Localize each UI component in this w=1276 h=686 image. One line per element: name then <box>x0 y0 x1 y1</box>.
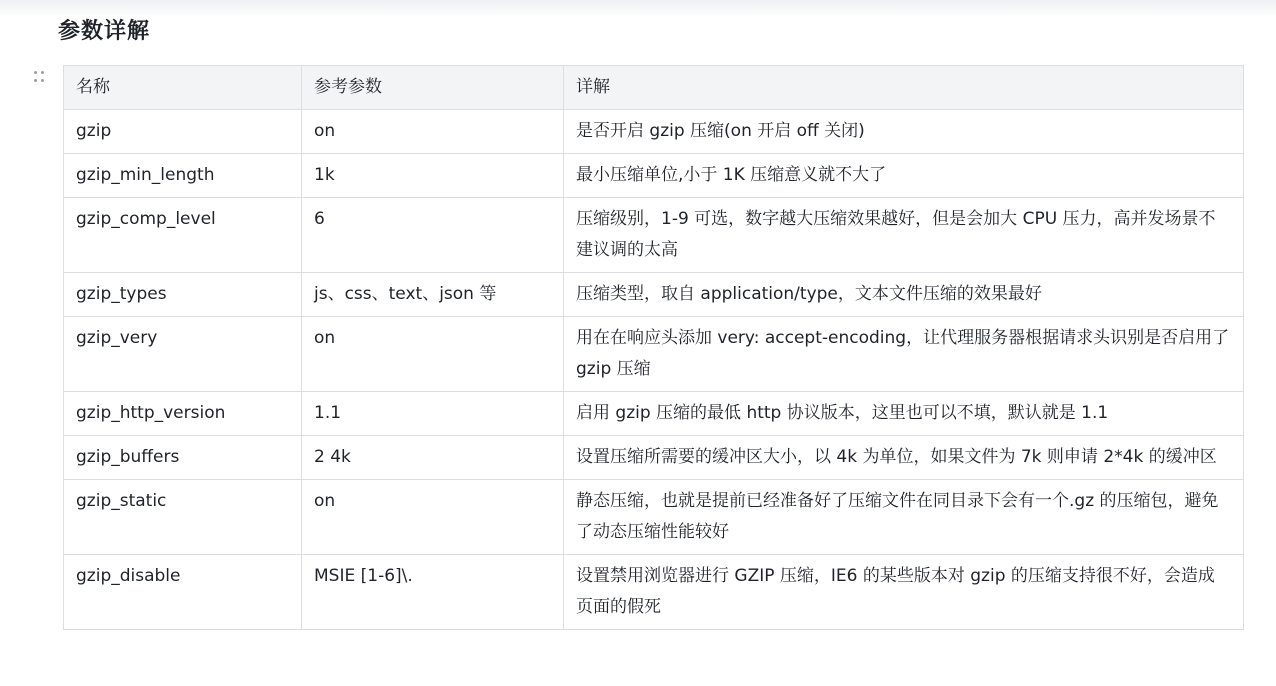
param-value[interactable]: 1k <box>302 154 564 198</box>
section-heading: 参数详解 <box>58 19 151 44</box>
param-name[interactable]: gzip <box>64 110 302 154</box>
table-row <box>64 110 1244 154</box>
parameter-table <box>63 65 1244 630</box>
table-row <box>64 273 1244 317</box>
param-value[interactable]: js、css、text、json 等 <box>302 273 564 317</box>
param-name[interactable]: gzip_types <box>64 273 302 317</box>
param-name[interactable]: gzip_comp_level <box>64 198 302 273</box>
param-detail[interactable]: 静态压缩，也就是提前已经准备好了压缩文件在同目录下会有一个.gz 的压缩包，避免了动态压缩性能较好 <box>564 480 1244 555</box>
param-name[interactable]: gzip_buffers <box>64 436 302 480</box>
param-detail[interactable]: 最小压缩单位,小于 1K 压缩意义就不大了 <box>564 154 1244 198</box>
table-row <box>64 555 1244 630</box>
param-detail[interactable]: 压缩类型，取自 application/type，文本文件压缩的效果最好 <box>564 273 1244 317</box>
header-reference: 参考参数 <box>302 66 564 110</box>
param-value[interactable]: 6 <box>302 198 564 273</box>
table-row <box>64 317 1244 392</box>
table-row <box>64 436 1244 480</box>
param-name[interactable]: gzip_very <box>64 317 302 392</box>
header-name: 名称 <box>64 66 302 110</box>
param-detail[interactable]: 是否开启 gzip 压缩(on 开启 off 关闭) <box>564 110 1244 154</box>
param-name[interactable]: gzip_http_version <box>64 392 302 436</box>
param-value[interactable]: MSIE [1-6]\. <box>302 555 564 630</box>
param-value[interactable]: on <box>302 317 564 392</box>
table-row <box>64 198 1244 273</box>
param-value[interactable]: on <box>302 110 564 154</box>
param-detail[interactable]: 设置压缩所需要的缓冲区大小，以 4k 为单位，如果文件为 7k 则申请 2*4k 的缓冲区 <box>564 436 1244 480</box>
table-row <box>64 154 1244 198</box>
param-name[interactable]: gzip_min_length <box>64 154 302 198</box>
table-row <box>64 392 1244 436</box>
param-name[interactable]: gzip_static <box>64 480 302 555</box>
param-detail[interactable]: 压缩级别，1-9 可选，数字越大压缩效果越好，但是会加大 CPU 压力，高并发场景不建议调的太高 <box>564 198 1244 273</box>
param-detail[interactable]: 用在在响应头添加 very: accept-encoding，让代理服务器根据请求头识别是否启用了 gzip 压缩 <box>564 317 1244 392</box>
param-value[interactable]: 2 4k <box>302 436 564 480</box>
top-shadow <box>0 0 1276 18</box>
param-detail[interactable]: 设置禁用浏览器进行 GZIP 压缩，IE6 的某些版本对 gzip 的压缩支持很不好，会造成页面的假死 <box>564 555 1244 630</box>
param-value[interactable]: on <box>302 480 564 555</box>
param-name[interactable]: gzip_disable <box>64 555 302 630</box>
header-detail: 详解 <box>564 66 1244 110</box>
drag-handle-icon[interactable] <box>32 69 46 85</box>
param-value[interactable]: 1.1 <box>302 392 564 436</box>
table-header-row <box>64 66 1244 110</box>
table-row <box>64 480 1244 555</box>
param-detail[interactable]: 启用 gzip 压缩的最低 http 协议版本，这里也可以不填，默认就是 1.1 <box>564 392 1244 436</box>
